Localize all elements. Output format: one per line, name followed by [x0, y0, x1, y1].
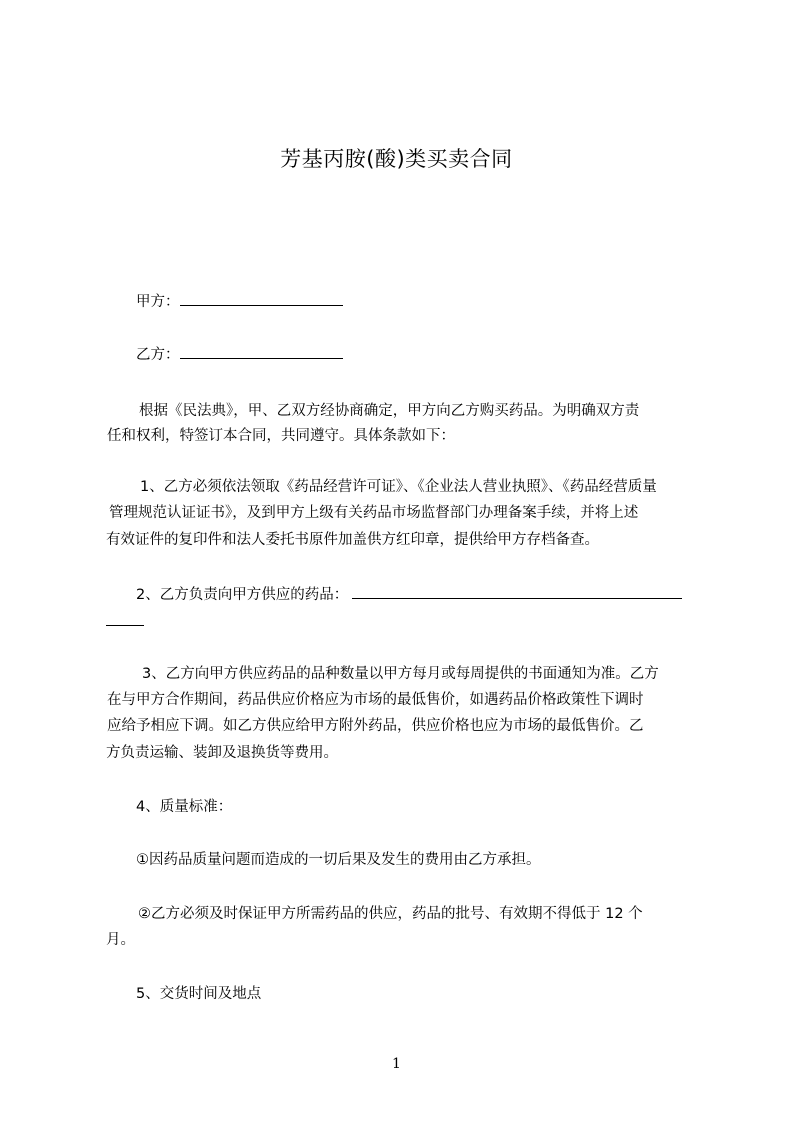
- party-b-blank[interactable]: [180, 344, 343, 359]
- clause2-blank-continuation: [106, 611, 144, 632]
- clause4-item1: ①因药品质量问题而造成的一切后果及发生的费用由乙方承担。: [136, 852, 541, 868]
- intro-line-1: 根据《民法典》，甲、乙双方经协商确定，甲方向乙方购买药品。为明确双方责: [139, 403, 640, 419]
- clause3-line-2: 在与甲方合作期间，药品供应价格应为市场的最低售价，如遇药品价格政策性下调时: [107, 692, 644, 708]
- clause3-line-4: 方负责运输、装卸及退换货等费用。: [106, 745, 338, 761]
- party-a-line: [136, 291, 343, 312]
- clause2-blank[interactable]: [352, 584, 682, 599]
- clause2-line: [136, 584, 682, 605]
- clause3-line-3: 应给予相应下调。如乙方供应给甲方附外药品，供应价格也应为市场的最低售价。乙: [107, 718, 644, 734]
- clause3-line-1: 3、乙方向甲方供应药品的品种数量以甲方每月或每周提供的书面通知为准。乙方: [142, 666, 659, 682]
- clause4-item2-line-1: ②乙方必须及时保证甲方所需药品的供应，药品的批号、有效期不得低于 12 个: [138, 906, 643, 922]
- clause4-label: 4、质量标准：: [136, 799, 233, 815]
- clause1-line-1: 1、乙方必须依法领取《药品经营许可证》、《企业法人营业执照》、《药品经营质量: [140, 479, 657, 495]
- clause2-blank-2[interactable]: [106, 611, 144, 626]
- clause2-label: 2、乙方负责向甲方供应的药品：: [136, 587, 349, 603]
- party-b-label: 乙方：: [136, 347, 180, 363]
- intro-line-2: 任和权利，特签订本合同，共同遵守。具体条款如下：: [107, 428, 455, 444]
- document-title: 芳基丙胺(酸)类买卖合同: [280, 147, 513, 171]
- clause4-item2-line-2: 月。: [106, 932, 135, 948]
- party-a-blank[interactable]: [180, 291, 343, 306]
- clause1-line-3: 有效证件的复印件和法人委托书原件加盖供方红印章，提供给甲方存档备查。: [106, 532, 599, 548]
- party-a-label: 甲方：: [136, 294, 180, 310]
- clause1-line-2: 管理规范认证证书》，及到甲方上级有关药品市场监督部门办理备案手续，并将上述: [109, 505, 639, 521]
- clause5-label: 5、交货时间及地点: [136, 986, 262, 1002]
- page-number: 1: [392, 1056, 401, 1072]
- party-b-line: [136, 344, 343, 365]
